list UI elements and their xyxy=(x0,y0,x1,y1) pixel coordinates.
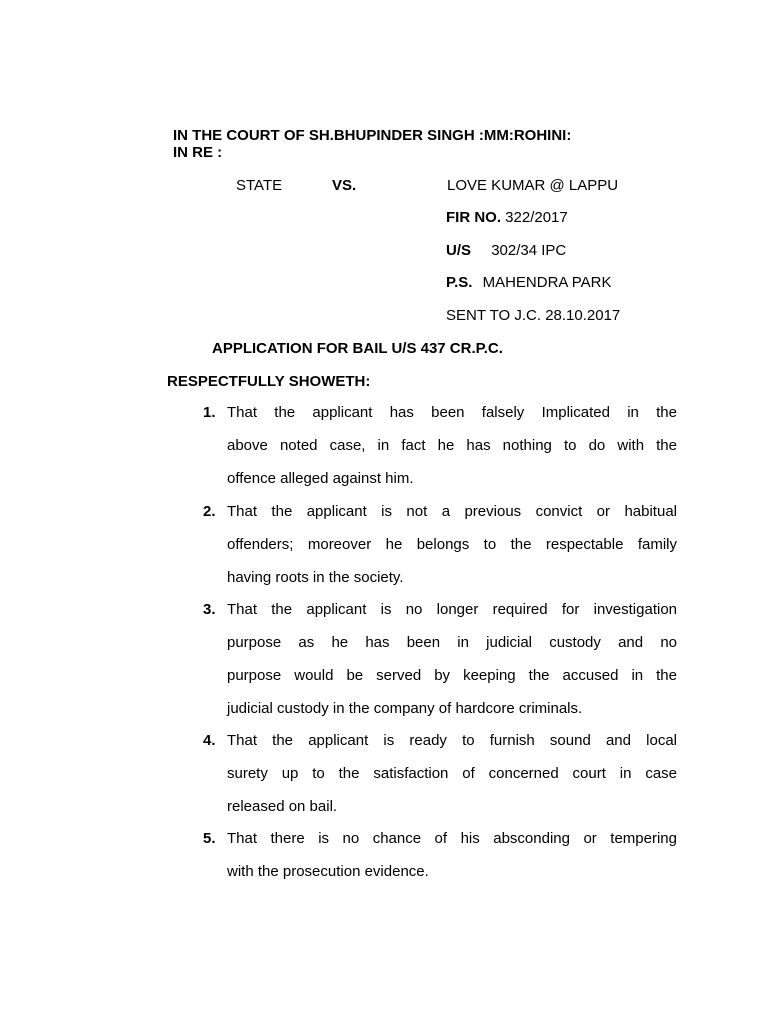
under-section xyxy=(446,242,566,260)
paragraph-line: purpose would be served by keeping the accused in the xyxy=(227,667,677,684)
paragraph-number: 5. xyxy=(203,830,216,847)
paragraph-number: 1. xyxy=(203,404,216,421)
respectfully-showeth: RESPECTFULLY SHOWETH: xyxy=(167,373,371,390)
us-label: U/S xyxy=(446,242,472,259)
sent-to-jc: SENT TO J.C. 28.10.2017 xyxy=(446,307,621,324)
paragraph-line: released on bail. xyxy=(227,798,338,815)
paragraph-number: 3. xyxy=(203,601,216,618)
ps-value: MAHENDRA PARK xyxy=(482,274,612,291)
ps-label: P.S. xyxy=(446,274,473,291)
party-accused: LOVE KUMAR @ LAPPU xyxy=(447,177,619,194)
paragraph-line: purpose as he has been in judicial custody and no xyxy=(227,634,677,651)
paragraph-line: offenders; moreover he belongs to the respectable family xyxy=(227,536,677,553)
paragraph-line: above noted case, in fact he has nothing to do with the xyxy=(227,437,677,454)
us-value: 302/34 IPC xyxy=(491,242,567,259)
paragraph-line: That the applicant is ready to furnish sound and local xyxy=(227,732,677,749)
application-title: APPLICATION FOR BAIL U/S 437 CR.P.C. xyxy=(212,340,503,357)
paragraph-number: 2. xyxy=(203,503,216,520)
paragraph-line: surety up to the satisfaction of concerned court in case xyxy=(227,765,677,782)
fir-label: FIR NO. xyxy=(446,209,501,226)
paragraph-line: offence alleged against him. xyxy=(227,470,414,487)
paragraph-line: That the applicant has been falsely Implicated in the xyxy=(227,404,677,421)
fir-number xyxy=(446,209,568,227)
paragraph-line: That the applicant is no longer required for investigation xyxy=(227,601,677,618)
police-station xyxy=(446,274,612,292)
paragraph-line: with the prosecution evidence. xyxy=(227,863,429,880)
paragraph-line: judicial custody in the company of hardcore criminals. xyxy=(227,700,583,717)
party-state: STATE xyxy=(236,177,283,194)
court-heading: IN THE COURT OF SH.BHUPINDER SINGH :MM:ROHINI: xyxy=(173,127,572,144)
paragraph-number: 4. xyxy=(203,732,216,749)
fir-value: 322/2017 xyxy=(505,209,568,226)
paragraph-line: That the applicant is not a previous convict or habitual xyxy=(227,503,677,520)
paragraph-line: having roots in the society. xyxy=(227,569,404,586)
paragraph-line: That there is no chance of his absconding or tempering xyxy=(227,830,677,847)
versus-label: VS. xyxy=(332,177,357,194)
in-re-label: IN RE : xyxy=(173,144,223,161)
